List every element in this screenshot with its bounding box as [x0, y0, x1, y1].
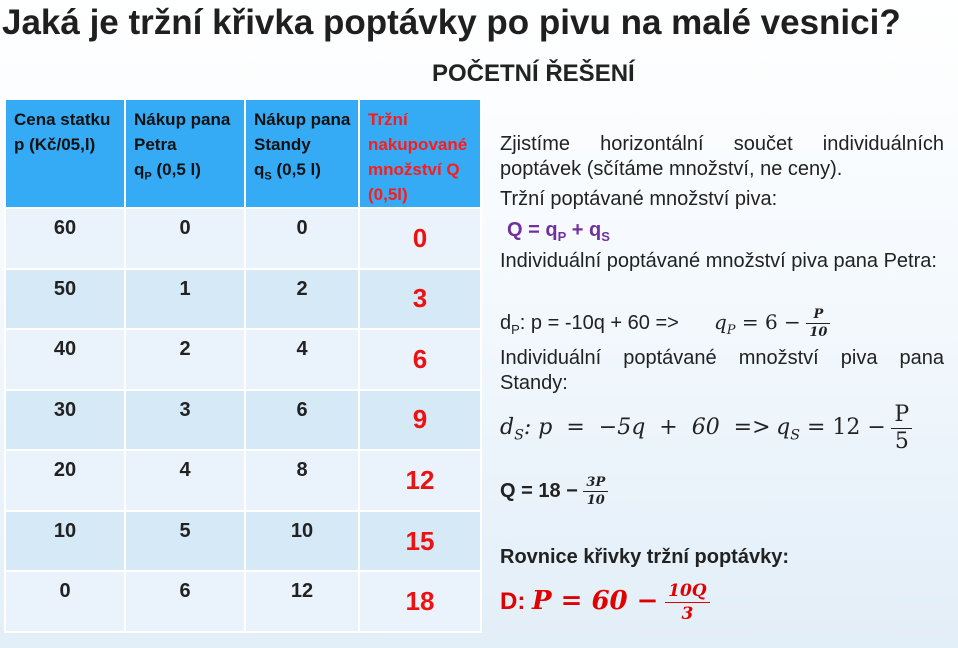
table-row: 50 1 2 3	[5, 269, 481, 330]
equation-standa: $d_S$: $p = -5q + 60 => q_S = 12$ − $\frac{P}{5}$	[500, 402, 944, 455]
final-equation: D: P = 60 − $\frac{10Q}{3}$	[500, 580, 944, 625]
final-label: Rovnice křivky tržní poptávky:	[500, 546, 789, 568]
equation-petr: $d_P$: $p = -10q + 60 => q_P = 6$ − $\frac{P}{10}$	[500, 306, 944, 343]
fraction-market: $\frac{3P}{10}$	[583, 474, 608, 509]
table-row: 40 2 4 6	[5, 329, 481, 390]
header-standa: Nákup pana Standy $q_S$ (0,5 l)	[245, 99, 359, 208]
slide-subtitle: POČETNÍ ŘEŠENÍ	[432, 60, 635, 87]
text-standa-label: Individuální poptávané množství piva pana Standy:	[500, 347, 944, 394]
header-market: Tržní nakupované množství Q (0,5l)	[359, 99, 481, 208]
header-price: Cena statku p (Kč/05,l)	[5, 99, 125, 208]
text-market-quantity-label: Tržní poptávané množství piva:	[500, 188, 778, 210]
text-horizontal-sum: Zjistíme horizontální součet individuálních poptávek (sčítáme množství, ne ceny).	[500, 133, 944, 180]
fraction-final: $\frac{10Q}{3}$	[665, 580, 709, 625]
table-row: 10 5 10 15	[5, 511, 481, 572]
fraction-petr: $\frac{P}{10}$	[806, 306, 830, 341]
text-petr-label: Individuální poptávané množství piva pana Petra:	[500, 250, 937, 272]
slide-title: Jaká je tržní křivka poptávky po pivu na malé vesnici?	[2, 3, 901, 42]
table-row: 0 6 12 18	[5, 571, 481, 632]
fraction-standa: $\frac{P}{5}$	[891, 402, 912, 455]
demand-table	[4, 98, 482, 633]
table-row: 20 4 8 12	[5, 450, 481, 511]
equation-market: Q = 18 − $\frac{3P}{10}$	[500, 474, 944, 509]
header-petr: Nákup pana Petra $q_P$ (0,5 l)	[125, 99, 245, 208]
table-row: 30 3 6 9	[5, 390, 481, 451]
table-row: 60 0 0 0	[5, 208, 481, 269]
equation-sum: $Q = q_P + q_S$	[507, 219, 610, 244]
